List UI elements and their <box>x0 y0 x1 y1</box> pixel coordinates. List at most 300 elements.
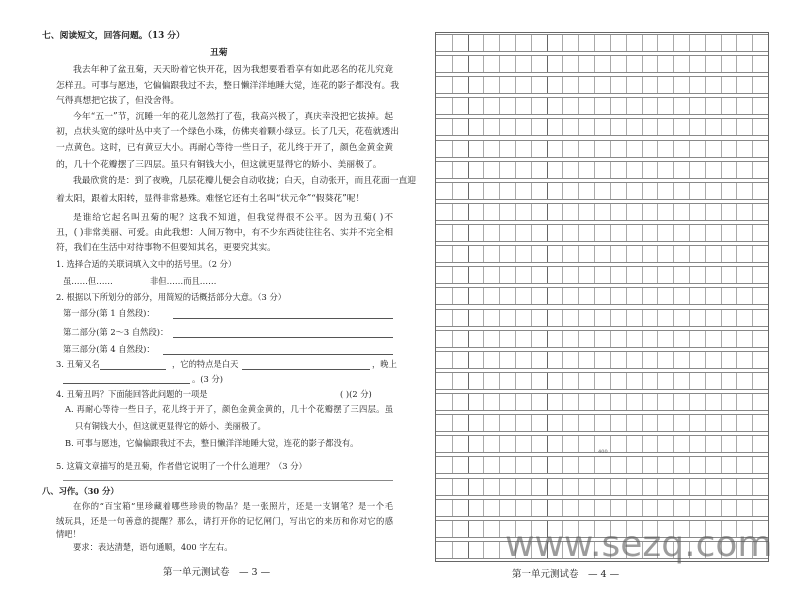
grid-cell-line <box>531 394 532 410</box>
grid-cell-line <box>657 56 658 72</box>
grid-cell-line <box>468 288 469 304</box>
answer-line[interactable] <box>100 369 166 370</box>
grid-cell-line <box>626 288 627 304</box>
grid-cell-line <box>483 331 484 347</box>
grid-cell-line <box>721 98 722 114</box>
grid-row <box>436 245 768 263</box>
grid-cell-line <box>547 436 548 452</box>
section-8-heading: 八、习作。（30 分） <box>42 486 119 496</box>
grid-cell-line <box>578 352 579 368</box>
grid-cell-line <box>610 288 611 304</box>
grid-cell-line <box>657 310 658 326</box>
grid-cell-line <box>468 77 469 93</box>
grid-cell-line <box>673 119 674 135</box>
grid-cell-line <box>515 352 516 368</box>
q1-option: 虽……但…… <box>63 276 113 286</box>
grid-cell-line <box>468 479 469 495</box>
grid-cell-line <box>657 394 658 410</box>
grid-cell-line <box>468 373 469 389</box>
grid-cell-line <box>594 267 595 283</box>
grid-cell-line <box>531 457 532 473</box>
word-count-mark: 400 <box>598 449 608 456</box>
q2-part-label: 第一部分(第 1 自然段)： <box>63 308 155 318</box>
grid-cell-line <box>547 56 548 72</box>
grid-cell-line <box>562 162 563 178</box>
grid-cell-line <box>736 225 737 241</box>
grid-row <box>436 330 768 348</box>
grid-cell-line <box>705 183 706 199</box>
passage-line: 一点黄色。这时，已有黄豆大小。再耐心等待一些日子，花儿终于开了，颜色金黄金黄 <box>56 143 393 153</box>
grid-cell-line <box>468 542 469 558</box>
grid-row <box>436 372 768 390</box>
grid-cell-line <box>547 394 548 410</box>
grid-cell-line <box>626 457 627 473</box>
grid-cell-line <box>721 204 722 220</box>
grid-cell-line <box>721 479 722 495</box>
grid-cell-line <box>689 77 690 93</box>
grid-cell-line <box>657 225 658 241</box>
grid-cell-line <box>531 141 532 157</box>
grid-cell-line <box>736 267 737 283</box>
grid-cell-line <box>515 373 516 389</box>
grid-cell-line <box>547 77 548 93</box>
grid-cell-line <box>594 204 595 220</box>
grid-cell-line <box>642 352 643 368</box>
grid-cell-line <box>705 267 706 283</box>
grid-cell-line <box>499 479 500 495</box>
grid-cell-line <box>515 288 516 304</box>
question-1: 1. 选择合适的关联词填入文中的括号里。（2 分） <box>56 259 237 269</box>
grid-cell-line <box>673 415 674 431</box>
grid-row <box>436 76 768 94</box>
grid-cell-line <box>752 310 753 326</box>
grid-cell-line <box>736 77 737 93</box>
grid-cell-line <box>499 331 500 347</box>
grid-cell-line <box>736 183 737 199</box>
grid-cell-line <box>547 310 548 326</box>
grid-cell-line <box>531 183 532 199</box>
grid-cell-line <box>642 246 643 262</box>
grid-cell-line <box>721 141 722 157</box>
grid-cell-line <box>515 77 516 93</box>
grid-cell-line <box>752 415 753 431</box>
grid-cell-line <box>468 246 469 262</box>
grid-cell-line <box>499 288 500 304</box>
grid-cell-line <box>752 373 753 389</box>
grid-cell-line <box>705 119 706 135</box>
grid-cell-line <box>705 77 706 93</box>
grid-cell-line <box>468 394 469 410</box>
grid-cell-line <box>468 119 469 135</box>
grid-cell-line <box>452 141 453 157</box>
grid-cell-line <box>673 500 674 516</box>
passage-line: 着太阳，跟着太阳转，显得非常悬殊。难怪它还有土名叫“状元伞”“假葵花”呢！ <box>56 194 365 204</box>
grid-cell-line <box>626 162 627 178</box>
grid-cell-line <box>673 436 674 452</box>
question-3-score: 。(3 分) <box>192 374 223 384</box>
grid-cell-line <box>673 141 674 157</box>
grid-cell-line <box>673 162 674 178</box>
grid-cell-line <box>736 204 737 220</box>
grid-cell-line <box>547 204 548 220</box>
grid-cell-line <box>562 35 563 51</box>
grid-cell-line <box>578 183 579 199</box>
grid-cell-line <box>673 288 674 304</box>
section-7-heading: 七、阅读短文，回答问题。（13 分） <box>42 31 185 41</box>
grid-cell-line <box>626 77 627 93</box>
grid-cell-line <box>452 521 453 537</box>
grid-cell-line <box>594 479 595 495</box>
grid-cell-line <box>721 331 722 347</box>
grid-cell-line <box>531 267 532 283</box>
grid-cell-line <box>705 288 706 304</box>
grid-cell-line <box>594 225 595 241</box>
q4-answer-bracket[interactable]: ( )(2 分) <box>340 389 372 399</box>
grid-cell-line <box>689 119 690 135</box>
grid-cell-line <box>721 352 722 368</box>
grid-cell-line <box>752 35 753 51</box>
grid-cell-line <box>499 457 500 473</box>
grid-cell-line <box>752 436 753 452</box>
grid-cell-line <box>642 225 643 241</box>
grid-cell-line <box>610 162 611 178</box>
grid-cell-line <box>483 479 484 495</box>
grid-cell-line <box>499 542 500 558</box>
grid-cell-line <box>705 500 706 516</box>
grid-cell-line <box>610 457 611 473</box>
grid-row <box>436 266 768 284</box>
grid-cell-line <box>531 373 532 389</box>
prompt-line: 情吧！ <box>56 529 81 539</box>
grid-cell-line <box>689 352 690 368</box>
grid-cell-line <box>689 288 690 304</box>
grid-cell-line <box>578 246 579 262</box>
q2-part-label: 第三部分(第 4 自然段)： <box>63 344 155 354</box>
grid-cell-line <box>468 457 469 473</box>
grid-cell-line <box>689 457 690 473</box>
grid-cell-line <box>499 500 500 516</box>
grid-cell-line <box>610 373 611 389</box>
grid-cell-line <box>657 479 658 495</box>
grid-cell-line <box>562 352 563 368</box>
grid-cell-line <box>594 98 595 114</box>
grid-cell-line <box>578 141 579 157</box>
grid-cell-line <box>499 162 500 178</box>
grid-cell-line <box>610 500 611 516</box>
grid-cell-line <box>452 77 453 93</box>
grid-cell-line <box>657 77 658 93</box>
grid-cell-line <box>594 56 595 72</box>
grid-row <box>436 55 768 73</box>
grid-cell-line <box>531 35 532 51</box>
grid-cell-line <box>673 204 674 220</box>
grid-cell-line <box>483 457 484 473</box>
grid-row <box>436 118 768 136</box>
grid-cell-line <box>594 394 595 410</box>
grid-cell-line <box>673 457 674 473</box>
grid-cell-line <box>721 183 722 199</box>
grid-row <box>436 351 768 369</box>
grid-cell-line <box>721 457 722 473</box>
grid-cell-line <box>578 56 579 72</box>
grid-cell-line <box>752 225 753 241</box>
grid-cell-line <box>578 331 579 347</box>
grid-cell-line <box>721 415 722 431</box>
grid-cell-line <box>483 204 484 220</box>
grid-cell-line <box>594 331 595 347</box>
grid-cell-line <box>705 225 706 241</box>
grid-cell-line <box>578 225 579 241</box>
grid-cell-line <box>657 141 658 157</box>
grid-cell-line <box>721 394 722 410</box>
grid-row <box>436 456 768 474</box>
question-3-text: ，晚上 <box>372 359 397 369</box>
grid-cell-line <box>673 479 674 495</box>
grid-cell-line <box>452 415 453 431</box>
grid-cell-line <box>531 415 532 431</box>
grid-cell-line <box>499 119 500 135</box>
grid-cell-line <box>657 204 658 220</box>
grid-cell-line <box>499 436 500 452</box>
grid-cell-line <box>626 331 627 347</box>
grid-cell-line <box>531 352 532 368</box>
grid-cell-line <box>483 35 484 51</box>
passage-line: 初，点状头宽的绿叶丛中夹了一个绿色小珠，仿佛夹着颗小绿豆。长了几天，花苞就透出 <box>56 127 400 137</box>
question-5: 5. 这篇文章描写的是丑菊，作者借它说明了一个什么道理？（3 分） <box>56 461 307 471</box>
grid-cell-line <box>515 35 516 51</box>
grid-cell-line <box>531 56 532 72</box>
grid-cell-line <box>610 225 611 241</box>
grid-cell-line <box>736 162 737 178</box>
grid-cell-line <box>626 310 627 326</box>
grid-cell-line <box>468 35 469 51</box>
grid-cell-line <box>642 35 643 51</box>
grid-cell-line <box>657 352 658 368</box>
grid-cell-line <box>721 267 722 283</box>
grid-cell-line <box>721 288 722 304</box>
grid-cell-line <box>547 183 548 199</box>
passage-title: 丑菊 <box>210 48 228 58</box>
grid-cell-line <box>483 246 484 262</box>
grid-cell-line <box>483 310 484 326</box>
grid-cell-line <box>515 183 516 199</box>
grid-cell-line <box>452 457 453 473</box>
grid-cell-line <box>657 331 658 347</box>
question-3-text: ，它的特点是白天 <box>172 359 239 369</box>
grid-cell-line <box>547 288 548 304</box>
grid-cell-line <box>547 225 548 241</box>
grid-cell-line <box>515 331 516 347</box>
grid-cell-line <box>689 183 690 199</box>
grid-cell-line <box>578 267 579 283</box>
grid-cell-line <box>562 246 563 262</box>
grid-cell-line <box>452 267 453 283</box>
grid-cell-line <box>468 415 469 431</box>
grid-cell-line <box>562 394 563 410</box>
grid-cell-line <box>515 56 516 72</box>
grid-cell-line <box>689 225 690 241</box>
grid-cell-line <box>499 35 500 51</box>
q4-option-a: A. 再耐心等待一些日子，花儿终于开了，颜色金黄金黄的，几十个花瓣摆了三四层。虽 <box>65 404 393 414</box>
grid-cell-line <box>468 98 469 114</box>
grid-cell-line <box>468 162 469 178</box>
grid-cell-line <box>515 479 516 495</box>
grid-cell-line <box>752 457 753 473</box>
grid-cell-line <box>657 500 658 516</box>
grid-cell-line <box>736 352 737 368</box>
question-3: 3. 丑菊又名 <box>56 359 100 369</box>
grid-cell-line <box>499 183 500 199</box>
grid-cell-line <box>562 436 563 452</box>
grid-cell-line <box>626 141 627 157</box>
grid-cell-line <box>452 352 453 368</box>
grid-cell-line <box>642 98 643 114</box>
grid-cell-line <box>689 204 690 220</box>
grid-cell-line <box>483 162 484 178</box>
grid-cell-line <box>610 352 611 368</box>
grid-cell-line <box>626 225 627 241</box>
answer-line[interactable] <box>63 383 190 384</box>
grid-cell-line <box>515 98 516 114</box>
grid-cell-line <box>705 394 706 410</box>
grid-cell-line <box>483 352 484 368</box>
grid-cell-line <box>452 56 453 72</box>
grid-cell-line <box>531 310 532 326</box>
grid-cell-line <box>594 288 595 304</box>
grid-cell-line <box>673 267 674 283</box>
grid-cell-line <box>578 204 579 220</box>
grid-cell-line <box>736 141 737 157</box>
grid-cell-line <box>689 479 690 495</box>
grid-cell-line <box>721 35 722 51</box>
grid-cell-line <box>610 415 611 431</box>
grid-cell-line <box>705 141 706 157</box>
grid-cell-line <box>562 288 563 304</box>
grid-cell-line <box>610 479 611 495</box>
grid-cell-line <box>515 436 516 452</box>
grid-cell-line <box>610 119 611 135</box>
grid-row <box>436 140 768 158</box>
grid-cell-line <box>752 394 753 410</box>
grid-cell-line <box>468 225 469 241</box>
grid-cell-line <box>610 331 611 347</box>
grid-cell-line <box>562 98 563 114</box>
grid-cell-line <box>562 77 563 93</box>
grid-cell-line <box>736 479 737 495</box>
passage-line: 今年“五一”节，沉睡一年的花儿忽然打了苞，我高兴极了，真庆幸没把它拔掉。起 <box>73 112 393 122</box>
grid-cell-line <box>642 162 643 178</box>
answer-line[interactable] <box>173 318 393 319</box>
grid-cell-line <box>736 310 737 326</box>
grid-cell-line <box>705 415 706 431</box>
grid-cell-line <box>721 373 722 389</box>
grid-cell-line <box>531 225 532 241</box>
grid-cell-line <box>610 141 611 157</box>
prompt-line: 在你的“百宝箱”里珍藏着哪些珍贵的物品？是一张照片，还是一支钢笔？是一个毛 <box>73 501 393 511</box>
grid-cell-line <box>562 204 563 220</box>
grid-cell-line <box>642 77 643 93</box>
grid-cell-line <box>562 225 563 241</box>
grid-cell-line <box>610 310 611 326</box>
grid-cell-line <box>752 352 753 368</box>
grid-cell-line <box>562 331 563 347</box>
grid-cell-line <box>547 331 548 347</box>
grid-cell-line <box>531 98 532 114</box>
grid-cell-line <box>610 56 611 72</box>
grid-cell-line <box>721 246 722 262</box>
q4-option-a: 只有铜钱大小，但这就更显得它的娇小、美丽极了。 <box>75 421 266 431</box>
grid-cell-line <box>531 331 532 347</box>
grid-cell-line <box>689 415 690 431</box>
grid-cell-line <box>673 183 674 199</box>
grid-cell-line <box>721 162 722 178</box>
grid-cell-line <box>499 394 500 410</box>
grid-cell-line <box>562 141 563 157</box>
grid-cell-line <box>673 225 674 241</box>
grid-cell-line <box>736 331 737 347</box>
grid-cell-line <box>578 310 579 326</box>
grid-cell-line <box>515 394 516 410</box>
grid-cell-line <box>657 246 658 262</box>
grid-cell-line <box>547 162 548 178</box>
grid-cell-line <box>705 56 706 72</box>
grid-cell-line <box>562 310 563 326</box>
passage-line: 气得真想把它拔了，但没舍得。 <box>56 96 180 106</box>
grid-cell-line <box>642 183 643 199</box>
grid-cell-line <box>673 331 674 347</box>
grid-cell-line <box>736 500 737 516</box>
grid-cell-line <box>452 162 453 178</box>
grid-cell-line <box>547 35 548 51</box>
grid-cell-line <box>515 267 516 283</box>
grid-cell-line <box>657 35 658 51</box>
answer-line[interactable] <box>163 354 393 355</box>
grid-cell-line <box>689 394 690 410</box>
grid-cell-line <box>657 98 658 114</box>
grid-cell-line <box>736 56 737 72</box>
grid-cell-line <box>578 98 579 114</box>
grid-cell-line <box>499 373 500 389</box>
grid-cell-line <box>752 500 753 516</box>
grid-cell-line <box>468 141 469 157</box>
grid-cell-line <box>578 415 579 431</box>
grid-cell-line <box>483 267 484 283</box>
grid-cell-line <box>468 352 469 368</box>
grid-cell-line <box>610 436 611 452</box>
grid-cell-line <box>499 521 500 537</box>
writing-grid[interactable] <box>435 32 769 562</box>
answer-line[interactable] <box>242 369 370 370</box>
q1-option: 非但……而且…… <box>150 276 217 286</box>
grid-cell-line <box>721 436 722 452</box>
grid-cell-line <box>499 310 500 326</box>
grid-cell-line <box>515 246 516 262</box>
answer-line[interactable] <box>173 337 393 338</box>
grid-cell-line <box>547 267 548 283</box>
grid-cell-line <box>736 415 737 431</box>
grid-cell-line <box>736 436 737 452</box>
answer-line[interactable] <box>63 480 393 481</box>
grid-cell-line <box>499 77 500 93</box>
grid-cell-line <box>736 394 737 410</box>
grid-cell-line <box>483 98 484 114</box>
grid-cell-line <box>452 204 453 220</box>
grid-row <box>436 203 768 221</box>
grid-cell-line <box>626 415 627 431</box>
grid-cell-line <box>594 119 595 135</box>
grid-cell-line <box>547 141 548 157</box>
grid-cell-line <box>642 267 643 283</box>
